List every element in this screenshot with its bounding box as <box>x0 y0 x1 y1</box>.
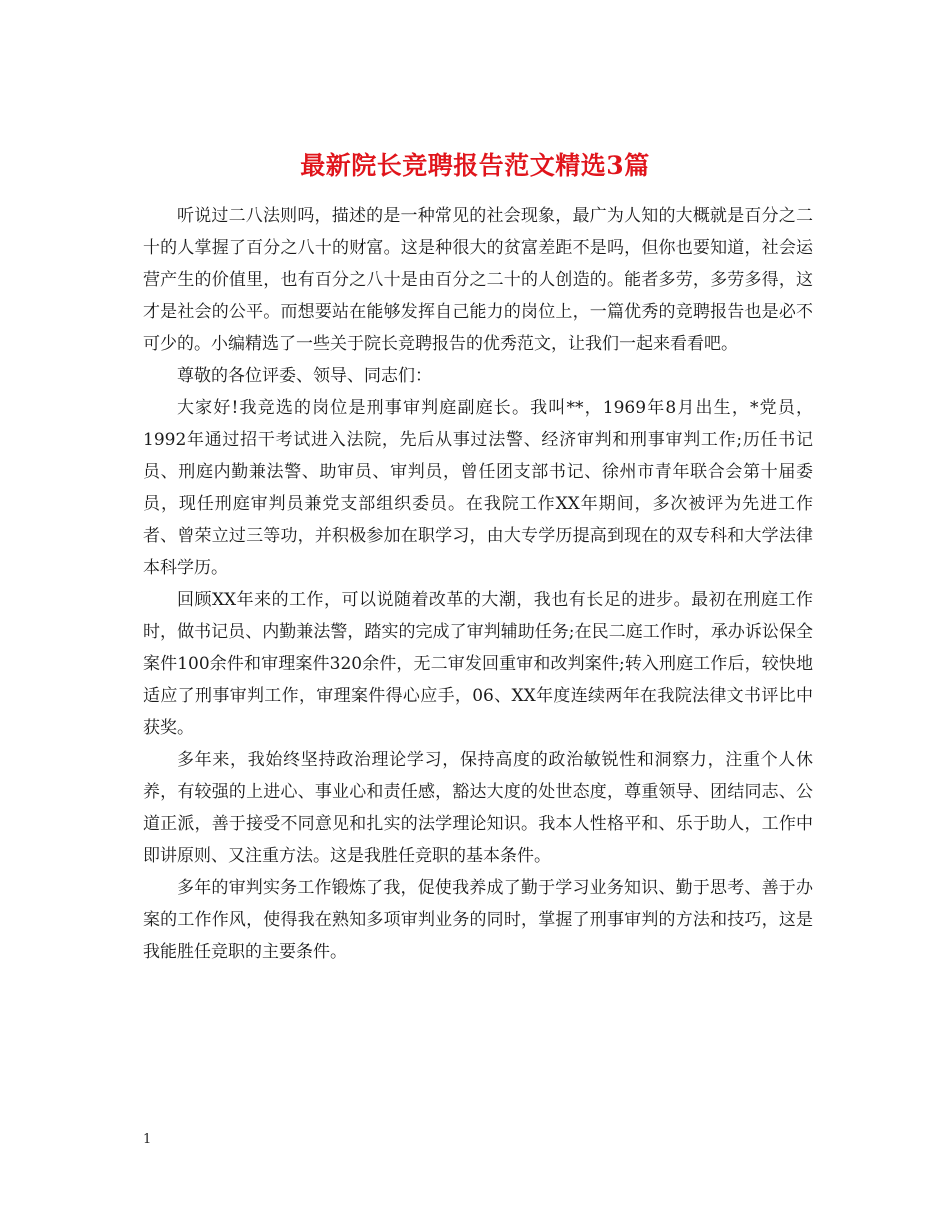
page-number: 1 <box>143 1132 152 1147</box>
paragraph-work-review: 回顾XX年来的工作，可以说随着改革的大潮，我也有长足的进步。最初在刑庭工作时，做书记员、内勤兼法警，踏实的完成了审判辅助任务;在民二庭工作时，承办诉讼保全案件100余件和审理案件320余件，无二审发回重审和改判案件;转入刑庭工作后，较快地适应了刑事审判工作，审理案件得心应手，06、XX年度连续两年在我院法律文书评比中获奖。 <box>143 590 813 738</box>
paragraph-main-conditions: 多年的审判实务工作锻炼了我，促使我养成了勤于学习业务知识、勤于思考、善于办案的工作作风，使得我在熟知多项审判业务的同时，掌握了刑事审判的方法和技巧，这是我能胜任竞职的主要条件。 <box>143 878 813 962</box>
paragraph-salutation: 尊敬的各位评委、领导、同志们： <box>177 366 432 386</box>
paragraph-basic-conditions: 多年来，我始终坚持政治理论学习，保持高度的政治敏锐性和洞察力，注重个人休养，有较强的上进心、事业心和责任感，豁达大度的处世态度，尊重领导、团结同志、公道正派，善于接受不同意见和扎实的法学理论知识。我本人性格平和、乐于助人，工作中即讲原则、又注重方法。这是我胜任竞职的基本条件。 <box>143 750 813 866</box>
paragraph-intro: 听说过二八法则吗，描述的是一种常见的社会现象，最广为人知的大概就是百分之二十的人掌握了百分之八十的财富。这是种很大的贫富差距不是吗，但你也要知道，社会运营产生的价值里，也有百分之八十是由百分之二十的人创造的。能者多劳，多劳多得，这才是社会的公平。而想要站在能够发挥自己能力的岗位上，一篇优秀的竞聘报告也是必不可少的。小编精选了一些关于院长竞聘报告的优秀范文，让我们一起来看看吧。 <box>143 206 813 354</box>
document-body <box>143 200 813 968</box>
paragraph-self-introduction: 大家好!我竞选的岗位是刑事审判庭副庭长。我叫**，1969年8月出生，*党员，1992年通过招干考试进入法院，先后从事过法警、经济审判和刑事审判工作;历任书记员、刑庭内勤兼法警、助审员、审判员，曾任团支部书记、徐州市青年联合会第十届委员，现任刑庭审判员兼党支部组织委员。在我院工作XX年期间，多次被评为先进工作者、曾荣立过三等功，并积极参加在职学习，由大专学历提高到现在的双专科和大学法律本科学历。 <box>143 398 813 578</box>
document-title: 最新院长竞聘报告范文精选3篇 <box>300 150 650 180</box>
